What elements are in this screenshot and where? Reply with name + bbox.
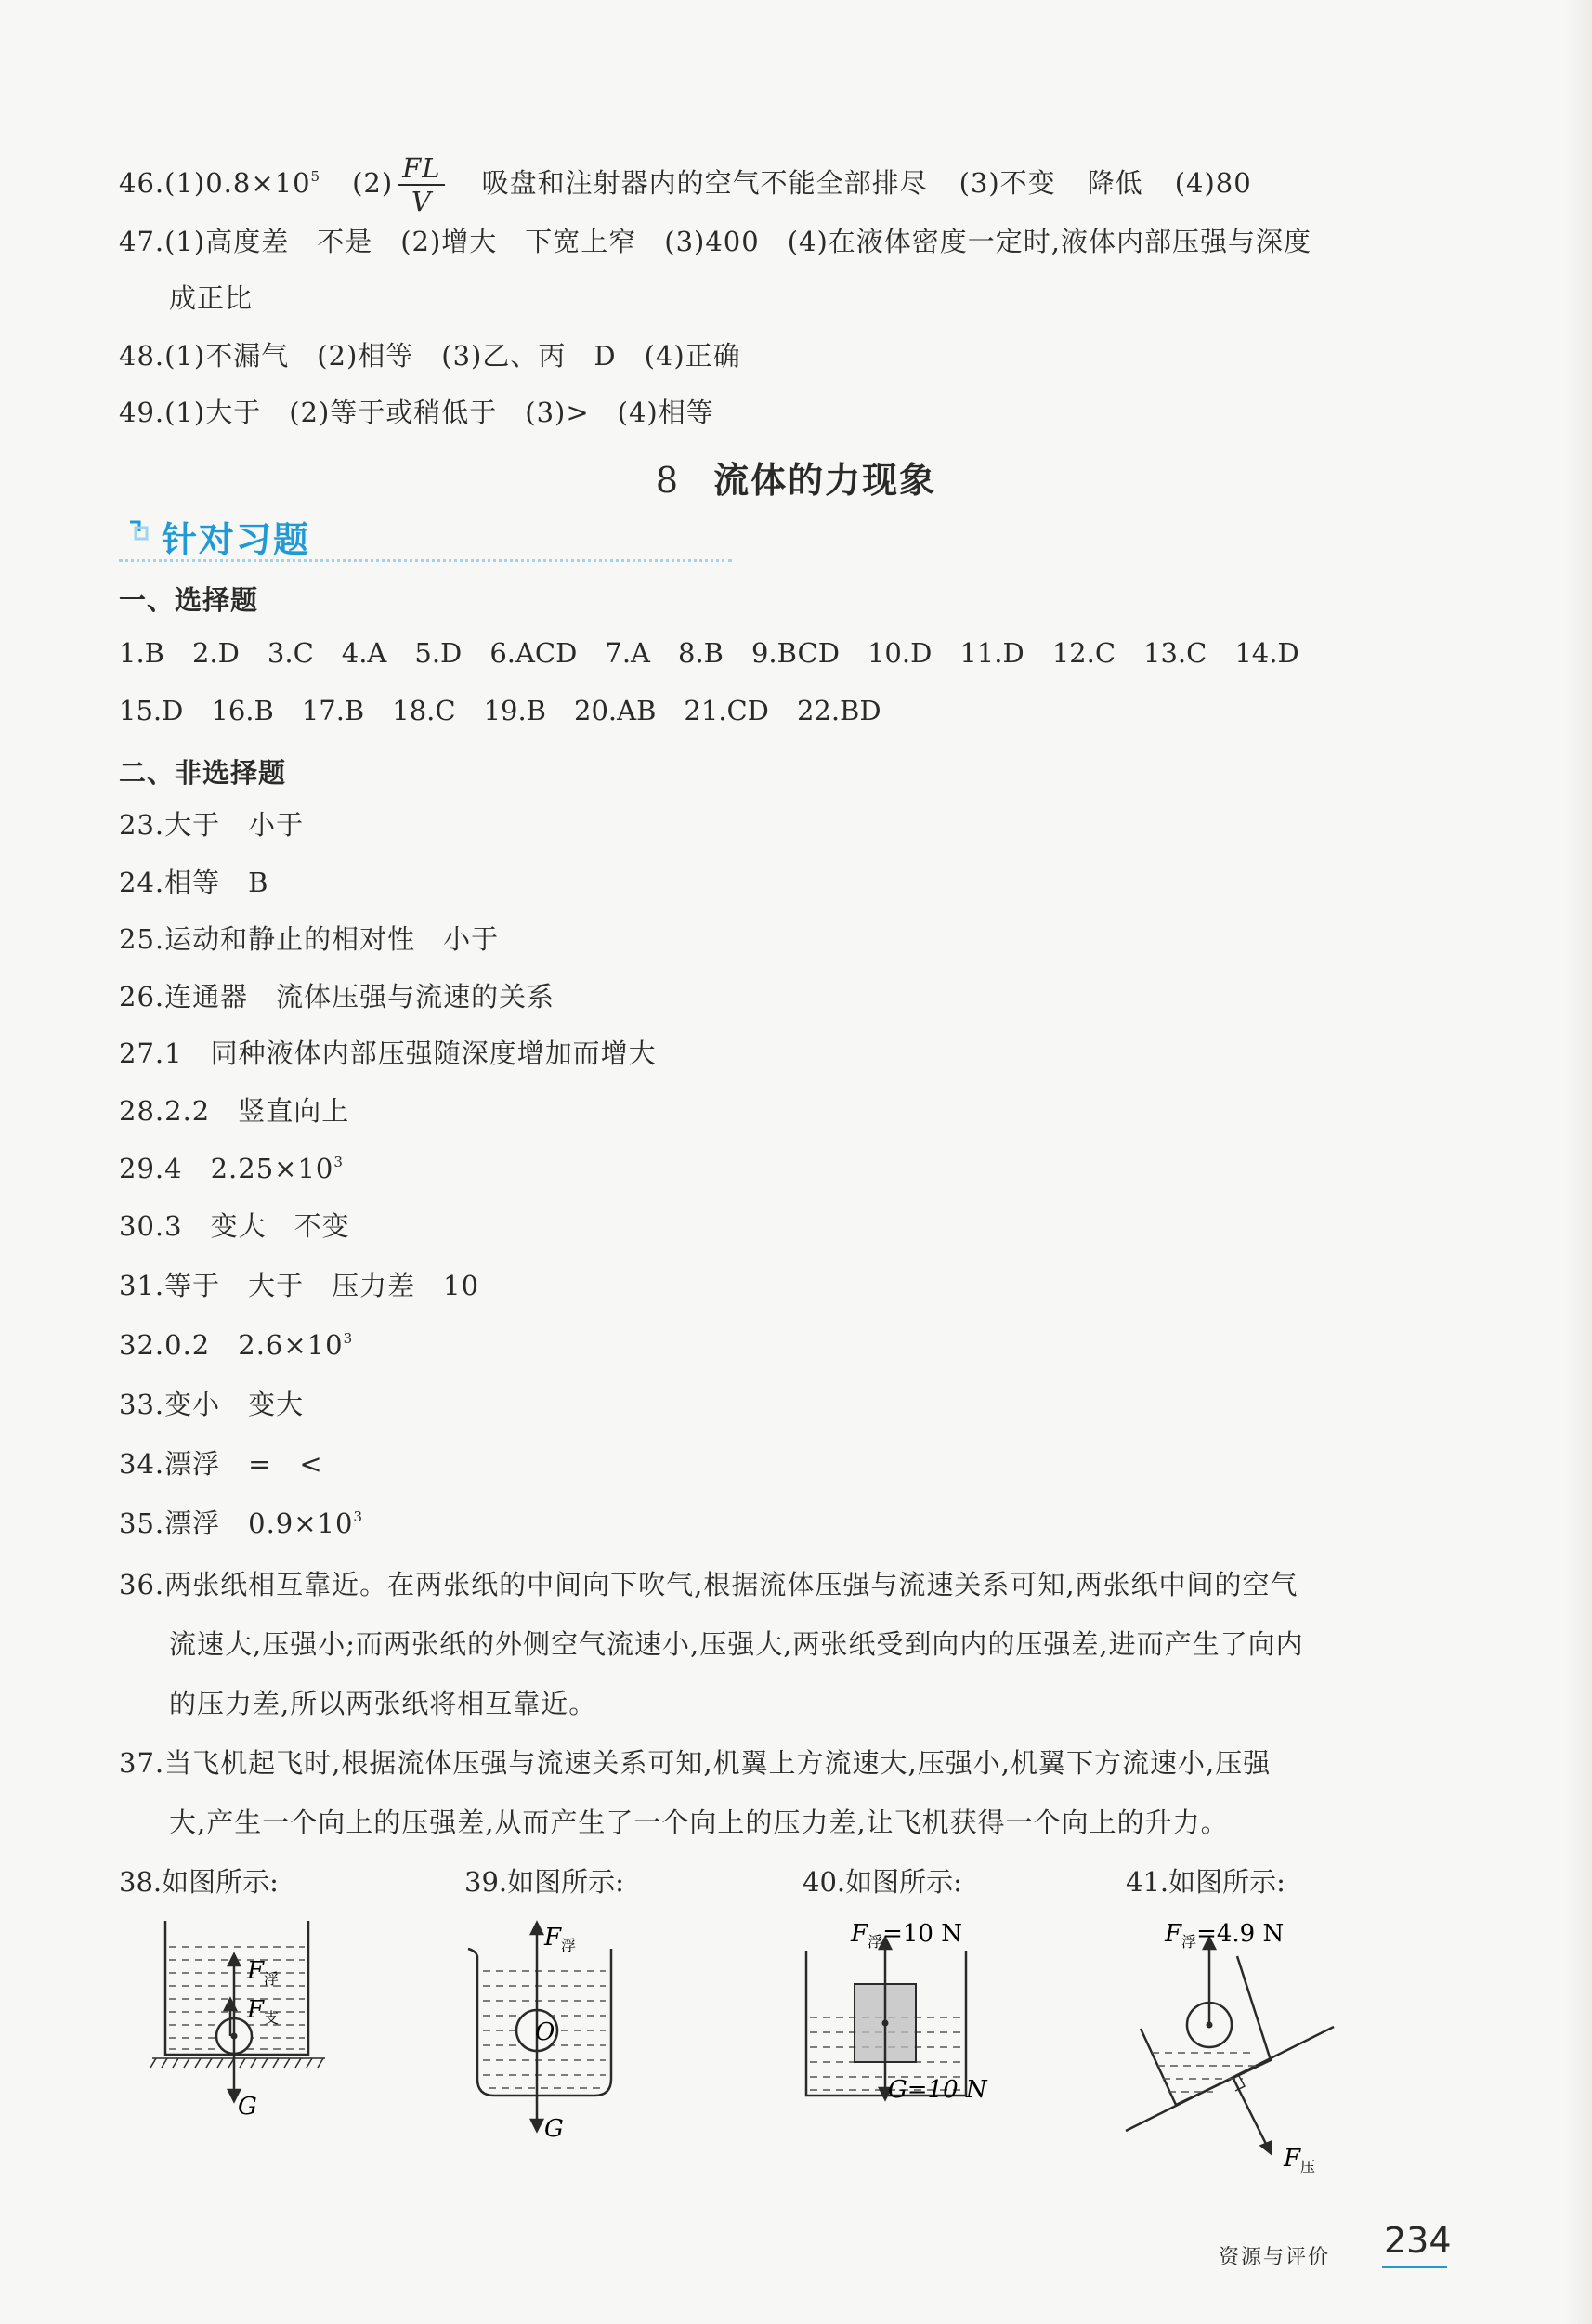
svg-text:F浮=10 N [850, 1920, 962, 1951]
answer-37-line2: 大,产生一个向上的压强差,从而产生了一个向上的压力差,让飞机获得一个向上的升力。 [169, 1807, 1229, 1838]
answer-27: 27.1 同种液体内部压强随深度增加而增大 [119, 1038, 657, 1069]
mc-answer: 7.A [605, 637, 650, 669]
mc-row-2 [119, 695, 909, 726]
fig-label-40: 40.如图所示: [803, 1866, 962, 1898]
chapter-title [0, 451, 1592, 503]
mc-answer: 10.D [867, 637, 933, 669]
answer-28: 28.2.2 竖直向上 [119, 1095, 350, 1127]
mc-answer: 11.D [959, 637, 1024, 669]
mc-answer: 3.C [267, 637, 314, 669]
answer-text: 35.漂浮 0.9×10 [119, 1508, 354, 1539]
chapter-name: 流体的力现象 [713, 460, 937, 501]
q-number: 46. [119, 167, 165, 199]
label-sub-float: 浮 [561, 1937, 577, 1954]
label-sub-float: 浮 [1181, 1933, 1197, 1951]
part2-title: 二、非选择题 [119, 757, 287, 789]
svg-text:F浮=4.9 N [1164, 1920, 1284, 1951]
exponent: 3 [333, 1154, 344, 1170]
answer-31: 31.等于 大于 压力差 10 [119, 1270, 480, 1301]
label-f-float: F [1165, 1920, 1182, 1948]
footer-text: 资源与评价 [1219, 2246, 1331, 2269]
label-sub-float: 浮 [868, 1933, 883, 1951]
svg-text:F浮 [246, 1957, 279, 1988]
answer-33: 33.变小 变大 [119, 1389, 305, 1420]
mc-answer: 22.BD [796, 695, 881, 726]
mc-answer: 21.CD [684, 695, 769, 726]
label-g: G=10 N [888, 2076, 987, 2104]
q46-part2-label: (2) [352, 167, 394, 199]
figure-41 [1120, 1913, 1362, 2183]
mc-answer: 20.AB [574, 695, 657, 726]
answer-29 [119, 1152, 344, 1185]
q46-part3b: 降低 [1087, 167, 1143, 199]
fig-label-38: 38.如图所示: [119, 1866, 279, 1898]
fraction-denominator: V [411, 186, 432, 217]
fraction-numerator: FL [398, 152, 444, 186]
section-header [119, 511, 732, 562]
part1-title: 一、选择题 [119, 584, 259, 616]
svg-text:F支 [246, 1996, 279, 2027]
page-edge-shadow [1564, 0, 1592, 2324]
label-sub-support: 支 [264, 2009, 280, 2027]
page-number: 234 [1384, 2220, 1452, 2261]
answer-36-line3: 的压力差,所以两张纸将相互靠近。 [169, 1688, 597, 1719]
figure-38 [149, 1913, 334, 2118]
section-marker-icon [126, 515, 158, 546]
mc-answer: 17.B [301, 695, 365, 726]
label-center-o: O [535, 2018, 555, 2046]
answer-23: 23.大于 小于 [119, 809, 305, 841]
chapter-number: 8 [655, 460, 681, 501]
mc-answer: 9.BCD [750, 637, 840, 669]
exponent: 3 [353, 1508, 363, 1525]
exponent: 3 [343, 1330, 354, 1347]
answer-48: 48.(1)不漏气 (2)相等 (3)乙、丙 D (4)正确 [119, 340, 741, 372]
exponent: 5 [310, 168, 321, 185]
label-f-float: F [247, 1957, 265, 1985]
label-f-float: F [544, 1924, 562, 1952]
answer-34: 34.漂浮 = < [119, 1448, 323, 1480]
mc-answer: 16.B [211, 695, 274, 726]
mc-answer: 18.C [392, 695, 456, 726]
label-g: G [238, 2093, 257, 2118]
answer-35 [119, 1507, 363, 1540]
answer-text: 29.4 2.25×10 [119, 1153, 334, 1184]
label-f-support: F [247, 1996, 265, 2024]
answer-47-line1: 47.(1)高度差 不是 (2)增大 下宽上窄 (3)400 (4)在液体密度一定时,液体内部压强与深度 [119, 226, 1312, 257]
svg-text:F压 [1283, 2145, 1315, 2175]
mc-answer: 13.C [1143, 637, 1207, 669]
mc-answer: 8.B [678, 637, 724, 669]
page-number-underline [1382, 2266, 1447, 2268]
mc-answer: 5.D [414, 637, 463, 669]
q46-part4: (4)80 [1174, 167, 1252, 199]
mc-answer: 6.ACD [489, 637, 578, 669]
label-f-value: =10 N [882, 1920, 962, 1948]
mc-answer: 15.D [119, 695, 184, 726]
figure-40 [795, 1913, 1009, 2118]
section-title: 针对习题 [162, 519, 311, 560]
fig-label-41: 41.如图所示: [1126, 1866, 1285, 1898]
label-f-float: F [851, 1920, 868, 1948]
mc-answer: 2.D [191, 637, 240, 669]
label-g: G [544, 2115, 564, 2143]
mc-answer: 14.D [1234, 637, 1299, 669]
label-f-value: =4.9 N [1196, 1920, 1285, 1948]
answer-24: 24.相等 B [119, 867, 269, 898]
svg-text:F浮 [543, 1924, 576, 1954]
q46-part1: (1)0.8×10 [164, 167, 311, 199]
answer-36-line2: 流速大,压强小;而两张纸的外侧空气流速小,压强大,两张纸受到向内的压强差,进而产生了向内 [169, 1628, 1304, 1660]
q46-part3: (3)不变 [959, 167, 1056, 199]
label-f-press: F [1284, 2145, 1301, 2173]
label-sub-float: 浮 [264, 1970, 280, 1988]
answer-47-line2: 成正比 [169, 282, 254, 314]
mc-answer: 1.B [119, 637, 164, 669]
answer-49: 49.(1)大于 (2)等于或稍低于 (3)> (4)相等 [119, 397, 714, 428]
answer-30: 30.3 变大 不变 [119, 1210, 350, 1242]
figure-39 [461, 1913, 637, 2146]
answer-25: 25.运动和静止的相对性 小于 [119, 923, 500, 955]
answer-37-line1: 37.当飞机起飞时,根据流体压强与流速关系可知,机翼上方流速大,压强小,机翼下方流速小,压强 [119, 1747, 1272, 1779]
answer-46 [119, 152, 1252, 217]
answer-text: 32.0.2 2.6×10 [119, 1329, 344, 1361]
label-sub-press: 压 [1300, 2158, 1316, 2175]
q46-part2-text: 吸盘和注射器内的空气不能全部排尽 [481, 167, 928, 199]
mc-row-1 [119, 637, 1327, 669]
mc-answer: 12.C [1051, 637, 1116, 669]
answer-32 [119, 1328, 353, 1362]
answer-26: 26.连通器 流体压强与流速的关系 [119, 981, 555, 1012]
answer-36-line1: 36.两张纸相互靠近。在两张纸的中间向下吹气,根据流体压强与流速关系可知,两张纸中间的空气 [119, 1569, 1298, 1600]
fig-label-39: 39.如图所示: [464, 1866, 624, 1898]
mc-answer: 4.A [341, 637, 387, 669]
fraction-fl-v [398, 152, 444, 217]
mc-answer: 19.B [483, 695, 546, 726]
